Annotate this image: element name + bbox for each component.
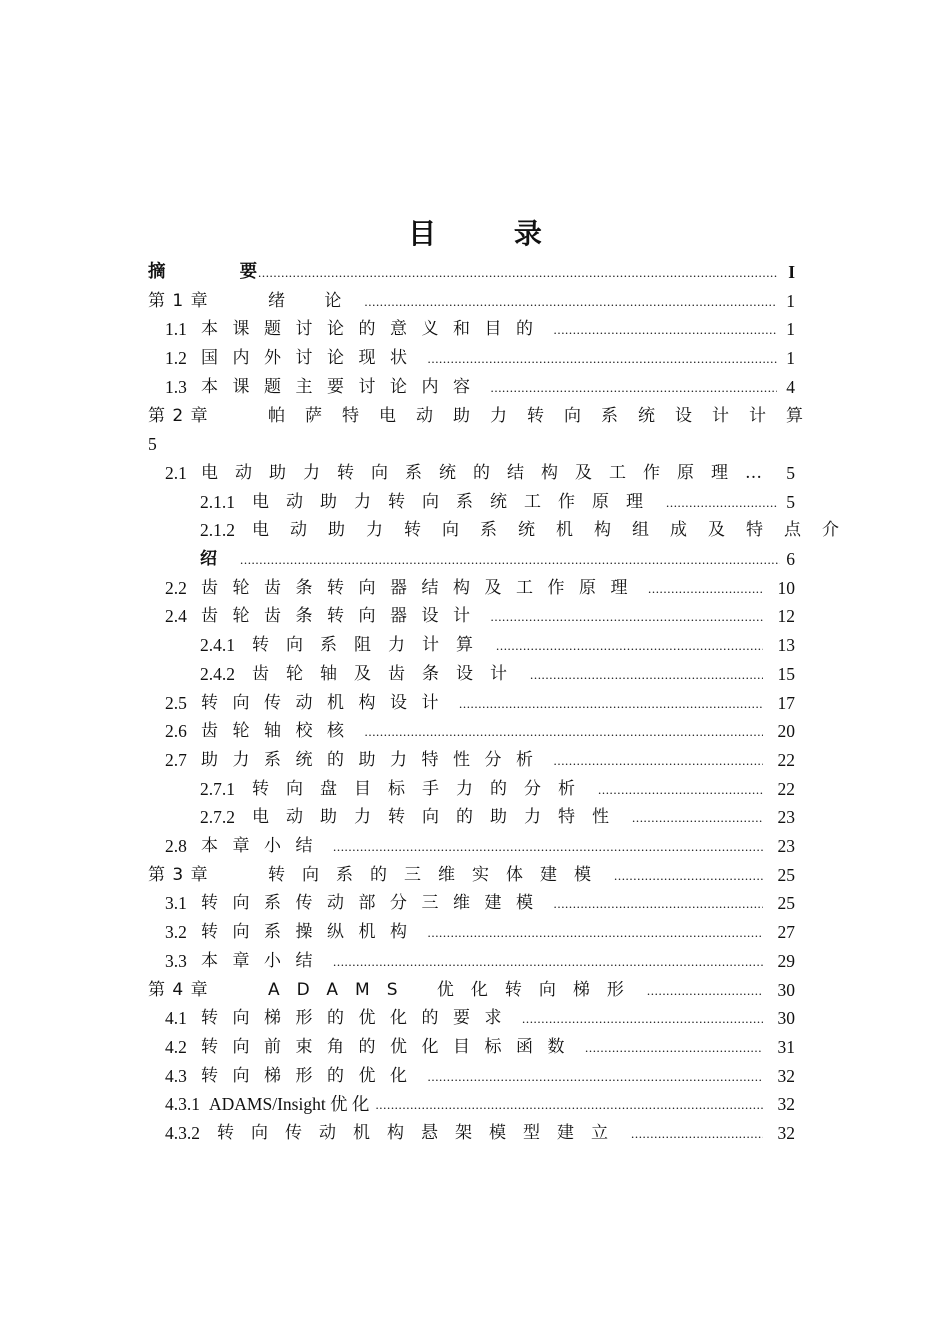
toc-entry[interactable] xyxy=(148,258,795,287)
toc-entry[interactable] xyxy=(200,803,795,832)
toc-entry-title: 转向系操纵机构 xyxy=(201,922,422,943)
toc-entry[interactable] xyxy=(148,402,823,431)
toc-leader-dots xyxy=(428,918,764,947)
toc-leader-dots xyxy=(496,631,763,660)
toc-entry-title: ADAMS/Insight 优 化 xyxy=(209,1094,370,1115)
toc-entry-page: 4 xyxy=(786,376,795,397)
toc-entry-number: 2.7 xyxy=(165,749,187,770)
toc-entry-number: 4.3.2 xyxy=(165,1123,200,1143)
toc-entry[interactable] xyxy=(165,832,795,861)
toc-entry-page: 32 xyxy=(777,1123,795,1143)
toc-entry-page: 17 xyxy=(777,692,795,713)
toc-entry-page: 25 xyxy=(777,864,795,885)
toc-entry-number: 1.2 xyxy=(165,348,187,369)
toc-entry-page: 5 xyxy=(148,434,157,455)
toc-entry-title: 转向前束角的优化目标函数 xyxy=(201,1036,579,1057)
toc-entry-page: 22 xyxy=(777,749,795,770)
toc-entry-page: 32 xyxy=(777,1065,795,1086)
toc-entry-page: 31 xyxy=(777,1036,795,1057)
toc-entry-number: 第 1 章 xyxy=(148,290,209,311)
toc-entry[interactable] xyxy=(165,717,795,746)
toc-entry-title: 转向系传动部分三维建模 xyxy=(201,893,548,914)
toc-entry-title: 绪 论 xyxy=(268,290,359,311)
toc-entry-title: 齿轮齿条转向器结构及工作原理 xyxy=(201,577,642,598)
toc-entry-page: 5 xyxy=(786,462,795,483)
toc-entry-title: ADAMS 优化转向梯形 xyxy=(268,979,641,1000)
toc-entry[interactable] xyxy=(165,1033,795,1062)
toc-leader-dots xyxy=(554,746,764,775)
toc-leader-dots xyxy=(647,976,763,1005)
toc-entry[interactable] xyxy=(165,373,795,402)
toc-entry[interactable] xyxy=(148,976,795,1005)
toc-leader-dots xyxy=(530,660,763,689)
toc-entry[interactable] xyxy=(200,516,860,545)
toc-leader-dots xyxy=(666,488,777,517)
toc-entry-number: 2.2 xyxy=(165,577,187,598)
toc-entry-title: 转向传动机构设计 xyxy=(201,692,453,713)
toc-entry-number: 3.1 xyxy=(165,893,187,914)
toc-leader-dots xyxy=(491,373,778,402)
toc-entry-number: 4.2 xyxy=(165,1036,187,1057)
toc-entry-title: 齿轮齿条转向器设计 xyxy=(201,606,485,627)
toc-entry-page: 22 xyxy=(777,778,795,799)
toc-entry-page: 20 xyxy=(777,721,795,742)
toc-entry[interactable] xyxy=(165,602,795,631)
toc-entry-page: 30 xyxy=(777,979,795,1000)
toc-entry-title-cont: 绍 xyxy=(200,549,234,569)
toc-entry-title: 转向梯形的优化 xyxy=(201,1065,422,1086)
page-title: 目 录 xyxy=(408,217,576,250)
toc-entry-number: 第 4 章 xyxy=(148,979,209,1000)
toc-leader-dots xyxy=(333,832,763,861)
toc-entry-page: I xyxy=(788,262,795,282)
toc-entry-title: 国内外讨论现状 xyxy=(201,348,422,369)
toc-entry-number: 3.3 xyxy=(165,950,187,971)
toc-leader-dots xyxy=(428,1062,764,1091)
toc-entry-number: 2.8 xyxy=(165,836,187,856)
toc-entry-number: 2.1 xyxy=(165,462,187,483)
toc-entry-page: 1 xyxy=(786,348,795,369)
toc-entry-page: 29 xyxy=(777,950,795,971)
toc-entry-number: 1.3 xyxy=(165,376,187,397)
toc-entry[interactable] xyxy=(165,689,795,718)
toc-entry-title: 本课题讨论的意义和目的 xyxy=(201,319,548,340)
toc-entry-number: 4.3.1 xyxy=(165,1094,200,1115)
toc-entry[interactable] xyxy=(148,861,795,890)
toc-entry-title: 转向系的三维实体建模 xyxy=(268,864,608,885)
toc-leader-dots xyxy=(614,861,763,890)
toc-entry[interactable] xyxy=(165,459,795,488)
toc-entry-continuation[interactable] xyxy=(200,545,795,574)
toc-leader-dots xyxy=(491,602,764,631)
toc-leader-dots xyxy=(240,545,780,574)
toc-entry[interactable] xyxy=(200,775,795,804)
toc-entry-continuation[interactable] xyxy=(148,430,795,459)
toc-entry-title: 齿轮轴校核 xyxy=(201,721,359,742)
toc-entry[interactable] xyxy=(165,746,795,775)
toc-entry[interactable] xyxy=(165,1062,795,1091)
toc-entry[interactable] xyxy=(165,315,795,344)
toc-entry-page: 23 xyxy=(777,836,795,856)
toc-entry-title: 转向系阻力计算 xyxy=(252,635,490,656)
toc-leader-dots xyxy=(365,717,764,746)
toc-leader-dots xyxy=(632,803,763,832)
toc-entry[interactable] xyxy=(148,287,795,316)
toc-entry-title: 转向盘目标手力的分析 xyxy=(252,778,592,799)
toc-entry-number: 2.1.2 xyxy=(200,520,235,541)
toc-entry-page: 13 xyxy=(777,635,795,656)
toc-ellipsis: … xyxy=(745,462,762,483)
toc-entry-page: 5 xyxy=(786,491,795,512)
toc-entry-title: 本章小结 xyxy=(201,836,327,856)
toc-entry-title: 齿轮轴及齿条设计 xyxy=(252,663,524,684)
toc-leader-dots xyxy=(459,689,763,718)
toc-leader-dots xyxy=(648,574,763,603)
toc-entry-number: 摘 要 xyxy=(148,262,292,282)
toc-entry[interactable] xyxy=(165,574,795,603)
toc-leader-dots xyxy=(258,258,777,287)
toc-leader-dots xyxy=(333,947,763,976)
toc-entry-number: 4.3 xyxy=(165,1065,187,1086)
toc-entry-number: 2.4.1 xyxy=(200,635,235,656)
toc-leader-dots xyxy=(375,1090,763,1119)
toc-entry-page: 23 xyxy=(777,807,795,828)
toc-entry-number: 2.5 xyxy=(165,692,187,713)
toc-entry-title: 电动助力转向系统机构组成及特点介 xyxy=(252,520,860,541)
toc-entry-number: 2.7.1 xyxy=(200,778,235,799)
toc-entry[interactable] xyxy=(200,488,795,517)
toc-entry-page: 30 xyxy=(777,1008,795,1029)
toc-entry-number: 2.6 xyxy=(165,721,187,742)
toc-leader-dots xyxy=(522,1004,763,1033)
toc-entry-title: 电动助力转向系统工作原理 xyxy=(252,491,660,512)
toc-entry[interactable] xyxy=(165,1090,795,1119)
toc-entry[interactable] xyxy=(165,889,795,918)
toc-entry-number: 第 3 章 xyxy=(148,864,209,885)
toc-entry-page: 6 xyxy=(786,549,795,569)
toc-entry-number: 4.1 xyxy=(165,1008,187,1029)
toc-entry-page: 27 xyxy=(777,922,795,943)
toc-entry-title: 转向梯形的优化的要求 xyxy=(201,1008,516,1029)
toc-entry-number: 2.1.1 xyxy=(200,491,235,512)
toc-entry-number: 1.1 xyxy=(165,319,187,340)
toc-entry[interactable] xyxy=(165,344,795,373)
toc-entry[interactable] xyxy=(165,947,795,976)
toc-entry-number: 第 2 章 xyxy=(148,405,209,426)
toc-entry-title: 助力系统的助力特性分析 xyxy=(201,749,548,770)
toc-entry-page: 10 xyxy=(777,577,795,598)
toc-entry[interactable] xyxy=(200,660,795,689)
toc-entry-page: 1 xyxy=(786,290,795,311)
toc-entry-number: 2.4 xyxy=(165,606,187,627)
toc-entry-page: 12 xyxy=(777,606,795,627)
toc-entry-page: 32 xyxy=(777,1094,795,1115)
toc-entry-title: 电动助力转向的助力特性 xyxy=(252,807,626,828)
toc-entry-title: 帕萨特电动助力转向系统设计计算 xyxy=(268,405,823,426)
toc-entry[interactable] xyxy=(165,918,795,947)
toc-leader-dots xyxy=(585,1033,763,1062)
toc-entry-title: 本课题主要讨论内容 xyxy=(201,376,485,397)
toc-entry-page: 25 xyxy=(777,893,795,914)
toc-entry-title: 转向传动机构悬架模型建立 xyxy=(217,1123,625,1143)
toc-entry-title: 本章小结 xyxy=(201,950,327,971)
toc-leader-dots xyxy=(598,775,763,804)
toc-leader-dots xyxy=(364,287,777,316)
toc-entry-number: 2.7.2 xyxy=(200,807,235,828)
toc-entry-number: 3.2 xyxy=(165,922,187,943)
toc-entry[interactable] xyxy=(165,1119,795,1148)
toc-entry-page: 15 xyxy=(777,663,795,684)
toc-leader-dots xyxy=(554,889,764,918)
toc-entry[interactable] xyxy=(200,631,795,660)
toc-entry-number: 2.4.2 xyxy=(200,663,235,684)
toc-leader-dots xyxy=(428,344,778,373)
toc-leader-dots xyxy=(631,1119,763,1148)
toc-entry-page: 1 xyxy=(786,319,795,340)
toc-leader-dots xyxy=(554,315,778,344)
toc-entry-title: 电动助力转向系统的结构及工作原理 xyxy=(201,462,745,483)
toc-entry[interactable] xyxy=(165,1004,795,1033)
